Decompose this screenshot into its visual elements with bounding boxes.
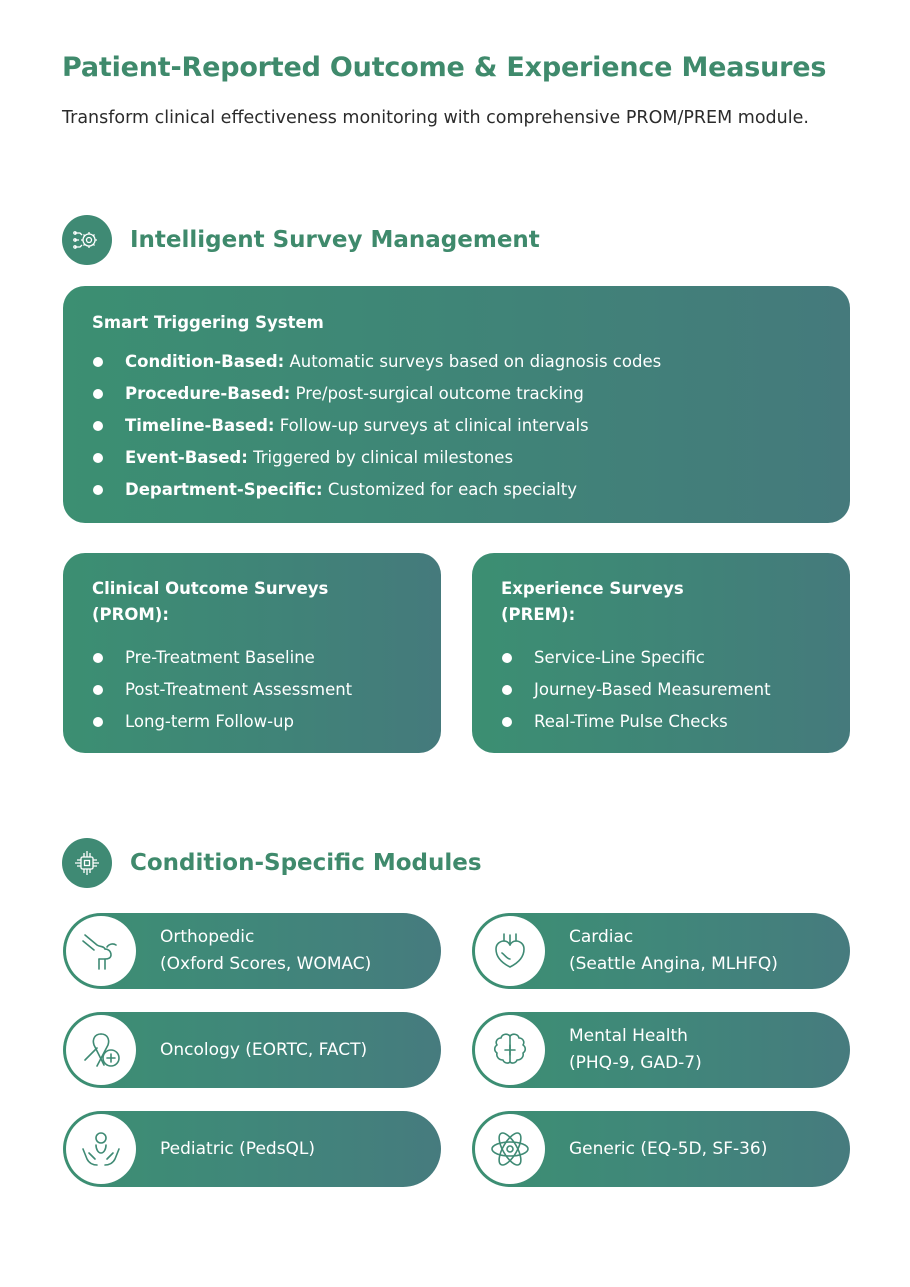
trigger-list [92, 346, 821, 506]
heart-icon [475, 916, 545, 986]
trigger-term: Event-Based: [125, 448, 248, 467]
list-item: Long-term Follow-up [92, 706, 412, 738]
prem-card [472, 553, 850, 753]
heading-line: Experience Surveys [501, 579, 684, 598]
module-label: Pediatric (PedsQL) [160, 1138, 316, 1159]
section-title: Condition-Specific Modules [130, 850, 482, 876]
heading-line: (PROM): [92, 605, 169, 624]
knee-joint-icon [66, 916, 136, 986]
trigger-item [92, 410, 821, 442]
heading-line: (PREM): [501, 605, 576, 624]
trigger-item [92, 346, 821, 378]
trigger-desc: Pre/post-surgical outcome tracking [290, 384, 584, 403]
brain-plus-icon [475, 1015, 545, 1085]
ribbon-plus-icon [66, 1015, 136, 1085]
gear-circuit-icon [62, 215, 112, 265]
trigger-desc: Follow-up surveys at clinical intervals [274, 416, 589, 435]
page-title: Patient-Reported Outcome & Experience Measures [62, 52, 827, 83]
card-heading: Smart Triggering System [92, 313, 324, 332]
trigger-term: Department-Specific: [125, 480, 323, 499]
trigger-item [92, 474, 821, 506]
card-heading [501, 576, 821, 628]
list-item: Journey-Based Measurement [501, 674, 821, 706]
module-oncology [63, 1012, 441, 1088]
heading-line: Clinical Outcome Surveys [92, 579, 329, 598]
smart-triggering-card [63, 286, 850, 523]
section-header-survey-management [62, 215, 540, 265]
module-cardiac [472, 913, 850, 989]
section-header-modules [62, 838, 482, 888]
baby-hands-icon [66, 1114, 136, 1184]
trigger-term: Procedure-Based: [125, 384, 291, 403]
trigger-desc: Customized for each specialty [322, 480, 578, 499]
module-label: Oncology (EORTC, FACT) [160, 1039, 368, 1060]
list-item: Pre-Treatment Baseline [92, 642, 412, 674]
page-subtitle: Transform clinical effectiveness monitoring with comprehensive PROM/PREM module. [62, 108, 809, 128]
module-mental-health [472, 1012, 850, 1088]
prom-card [63, 553, 441, 753]
module-label: Cardiac (Seattle Angina, MLHFQ) [569, 927, 778, 974]
module-pediatric [63, 1111, 441, 1187]
module-generic [472, 1111, 850, 1187]
list-item: Post-Treatment Assessment [92, 674, 412, 706]
trigger-desc: Triggered by clinical milestones [247, 448, 514, 467]
module-orthopedic [63, 913, 441, 989]
chip-circuit-icon [62, 838, 112, 888]
list-item: Service-Line Specific [501, 642, 821, 674]
module-label: Mental Health (PHQ-9, GAD-7) [569, 1026, 702, 1073]
card-heading [92, 576, 412, 628]
module-label: Generic (EQ-5D, SF-36) [569, 1138, 768, 1159]
list-item: Real-Time Pulse Checks [501, 706, 821, 738]
module-label: Orthopedic (Oxford Scores, WOMAC) [160, 927, 372, 974]
section-title: Intelligent Survey Management [130, 227, 540, 253]
trigger-desc: Automatic surveys based on diagnosis codes [284, 352, 662, 371]
trigger-term: Condition-Based: [125, 352, 285, 371]
trigger-item [92, 442, 821, 474]
trigger-item [92, 378, 821, 410]
atom-icon [475, 1114, 545, 1184]
trigger-term: Timeline-Based: [125, 416, 275, 435]
